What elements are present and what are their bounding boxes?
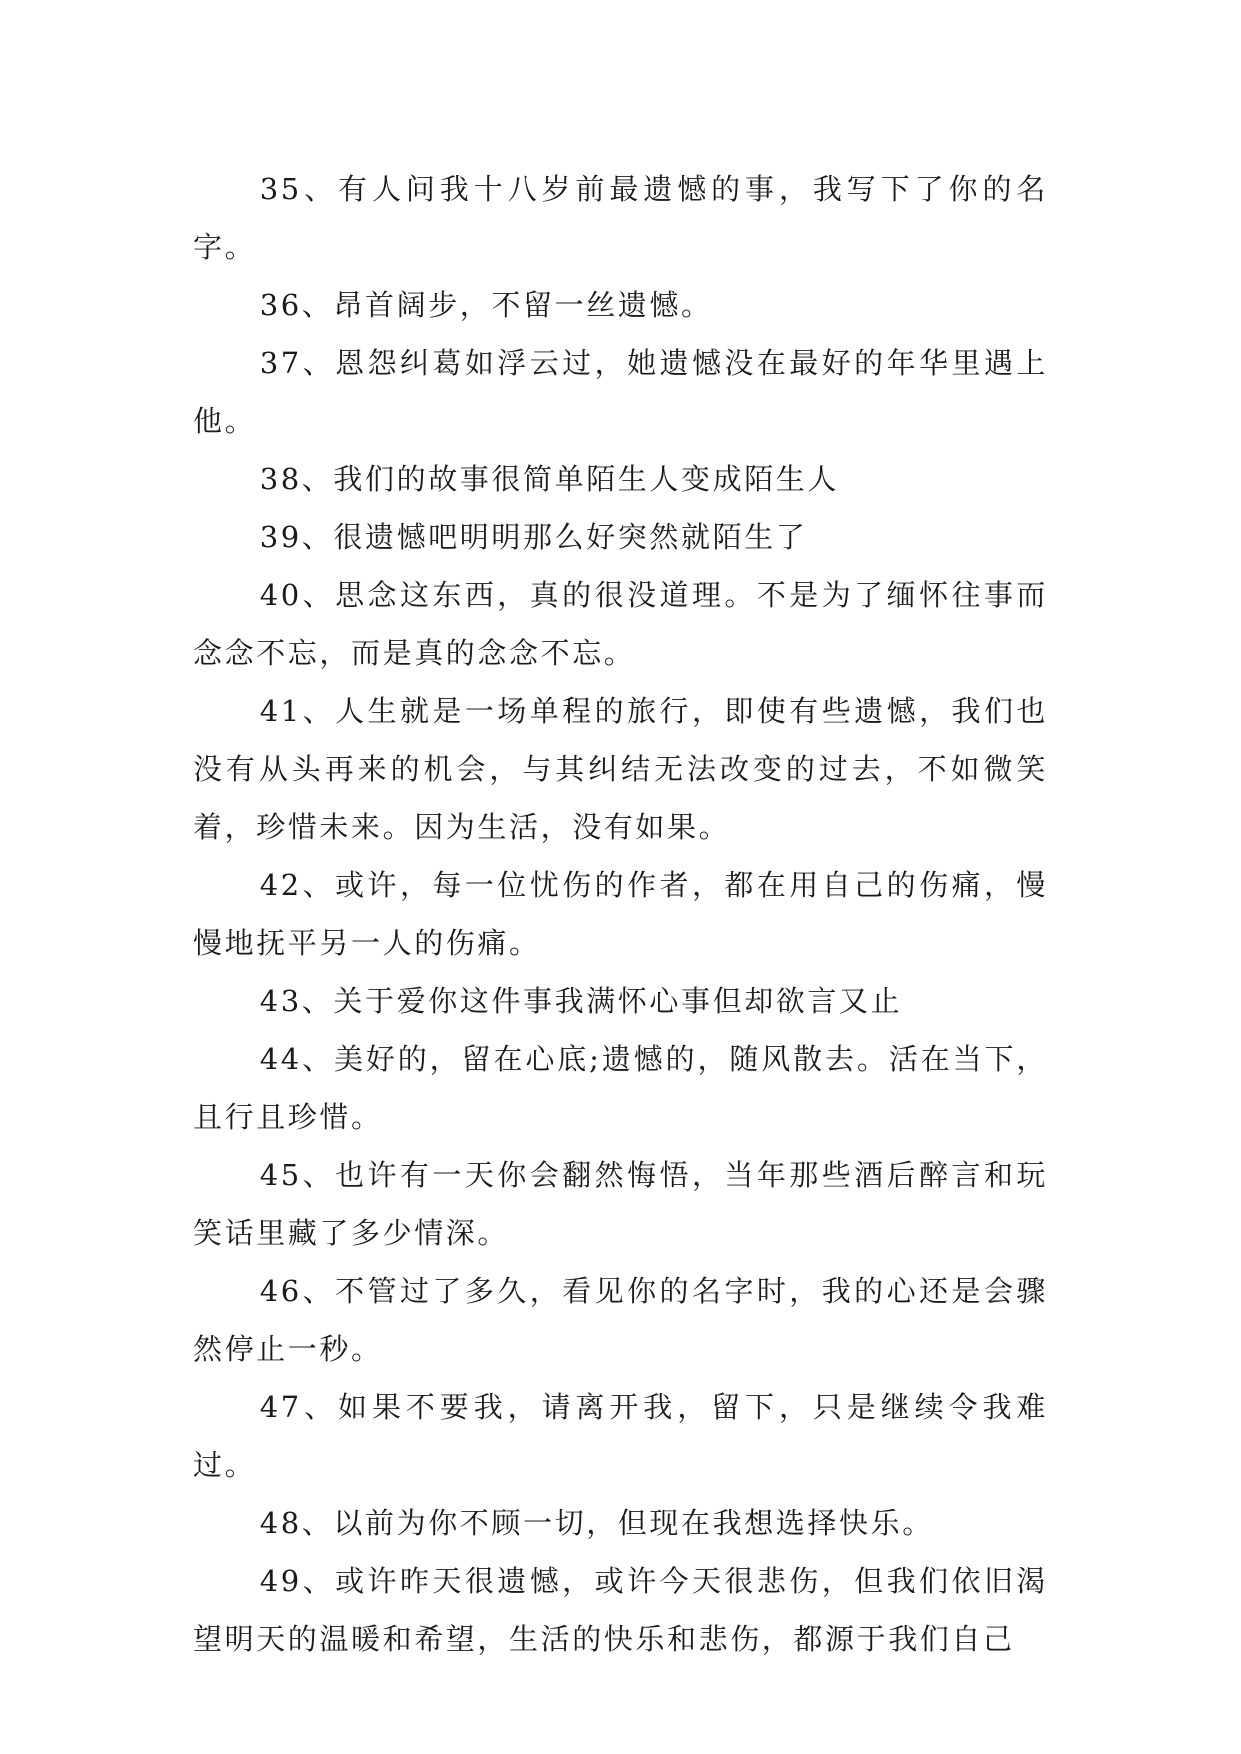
paragraph-40: 40、思念这东西，真的很没道理。不是为了缅怀往事而念念不忘，而是真的念念不忘。 <box>193 578 1048 670</box>
paragraph-37: 37、恩怨纠葛如浮云过，她遗憾没在最好的年华里遇上他。 <box>193 346 1048 438</box>
paragraph-41: 41、人生就是一场单程的旅行，即使有些遗憾，我们也没有从头再来的机会，与其纠结无法改变的过去，不如微笑着，珍惜未来。因为生活，没有如果。 <box>193 694 1048 844</box>
paragraph-36: 36、昂首阔步，不留一丝遗憾。 <box>259 288 713 322</box>
paragraph-35: 35、有人问我十八岁前最遗憾的事，我写下了你的名字。 <box>193 172 1048 264</box>
document-body <box>193 160 1048 1668</box>
paragraph-42: 42、或许，每一位忧伤的作者，都在用自己的伤痛，慢慢地抚平另一人的伤痛。 <box>193 868 1048 960</box>
paragraph-39: 39、很遗憾吧明明那么好突然就陌生了 <box>259 520 808 554</box>
paragraph-46: 46、不管过了多久，看见你的名字时，我的心还是会骤然停止一秒。 <box>193 1274 1048 1366</box>
paragraph-47: 47、如果不要我，请离开我，留下，只是继续令我难过。 <box>193 1390 1048 1482</box>
paragraph-43: 43、关于爱你这件事我满怀心事但却欲言又止 <box>259 984 903 1018</box>
paragraph-38: 38、我们的故事很简单陌生人变成陌生人 <box>259 462 839 496</box>
paragraph-44: 44、美好的，留在心底;遗憾的，随风散去。活在当下，且行且珍惜。 <box>193 1042 1048 1134</box>
paragraph-48: 48、以前为你不顾一切，但现在我想选择快乐。 <box>259 1506 934 1540</box>
paragraph-49: 49、或许昨天很遗憾，或许今天很悲伤，但我们依旧渴望明天的温暖和希望，生活的快乐和悲伤，都源于我们自己 <box>193 1564 1048 1656</box>
paragraph-45: 45、也许有一天你会翻然悔悟，当年那些酒后醉言和玩笑话里藏了多少情深。 <box>193 1158 1048 1250</box>
